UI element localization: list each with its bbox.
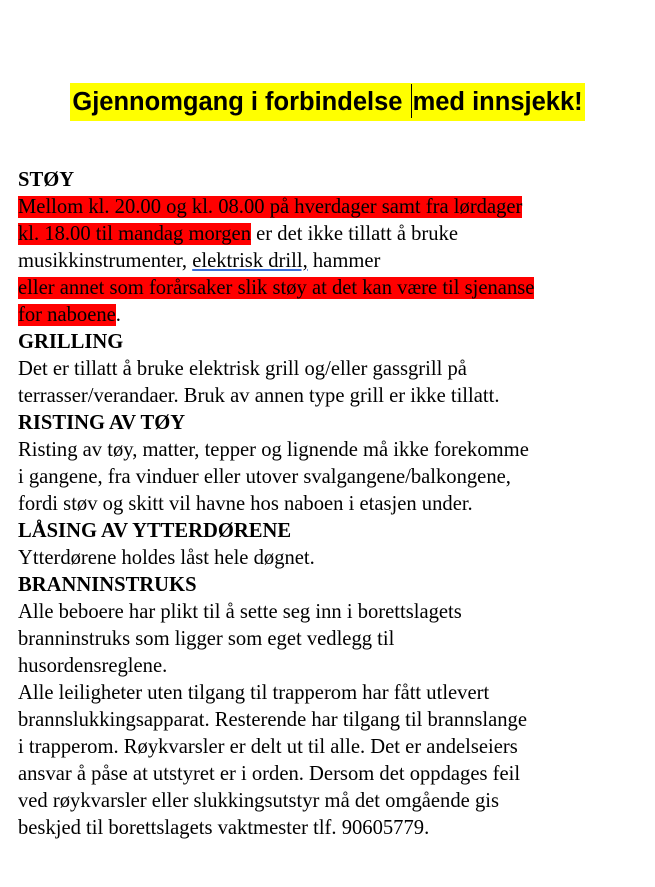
text-cursor [411,84,412,118]
risting-line1: Risting av tøy, matter, tepper og lignende må ikke forekomme [18,439,529,461]
stoy-line5-end: . [115,304,121,326]
stoy-line3-underlined: elektrisk drill, [192,250,308,272]
risting-line3: fordi støv og skitt vil havne hos naboen i etasjen under. [18,493,473,515]
stoy-line2-highlight: kl. 18.00 til mandag morgen [18,223,251,245]
risting-line2: i gangene, fra vinduer eller utover svalgangene/balkongene, [18,466,511,488]
section-brann [18,572,638,842]
section-risting [18,410,638,518]
stoy-line5-highlight: for naboene [18,304,116,326]
grilling-line2: terrasser/verandaer. Bruk av annen type grill er ikke tillatt. [18,385,500,407]
stoy-line4 [18,275,638,302]
stoy-line2 [18,221,638,248]
document-body [18,167,638,842]
brann-line5: brannslukkingsapparat. Resterende har tilgang til brannslange [18,709,527,731]
page-title [70,83,584,121]
stoy-line1 [18,194,638,221]
page-title-part1: Gjennomgang i forbindelse [72,88,410,116]
grilling-line1: Det er tillatt å bruke elektrisk grill og/eller gassgrill på [18,358,467,380]
stoy-line3-b: hammer [307,250,381,272]
page-title-part2: med innsjekk! [412,88,583,116]
brann-line7: ansvar å påse at utstyret er i orden. Dersom det oppdages feil [18,763,521,785]
title-container [0,83,655,121]
section-lasing [18,518,638,572]
heading-stoy: STØY [18,169,75,191]
heading-grilling: GRILLING [18,331,124,353]
heading-lasing: LÅSING AV YTTERDØRENE [18,520,292,542]
brann-line9: beskjed til borettslagets vaktmester tlf. 90605779. [18,817,430,839]
brann-line6: i trapperom. Røykvarsler er delt ut til alle. Det er andelseiers [18,736,518,758]
brann-line4: Alle leiligheter uten tilgang til trapperom har fått utlevert [18,682,490,704]
stoy-line2-rest: er det ikke tillatt å bruke [251,223,459,245]
section-stoy [18,167,638,329]
stoy-line4-highlight: eller annet som forårsaker slik støy at det kan være til sjenanse [18,277,535,299]
heading-brann: BRANNINSTRUKS [18,574,197,596]
heading-risting: RISTING AV TØY [18,412,186,434]
brann-line1: Alle beboere har plikt til å sette seg inn i borettslagets [18,601,462,623]
lasing-line1: Ytterdørene holdes låst hele døgnet. [18,547,315,569]
section-grilling [18,329,638,410]
stoy-line3 [18,248,638,275]
brann-line8: ved røykvarsler eller slukkingsutstyr må det omgående gis [18,790,499,812]
brann-line3: husordensreglene. [18,655,168,677]
stoy-line1-highlight: Mellom kl. 20.00 og kl. 08.00 på hverdager samt fra lørdager [18,196,523,218]
stoy-line3-a: musikkinstrumenter, [18,250,193,272]
stoy-line5 [18,302,638,329]
brann-line2: branninstruks som ligger som eget vedlegg til [18,628,395,650]
